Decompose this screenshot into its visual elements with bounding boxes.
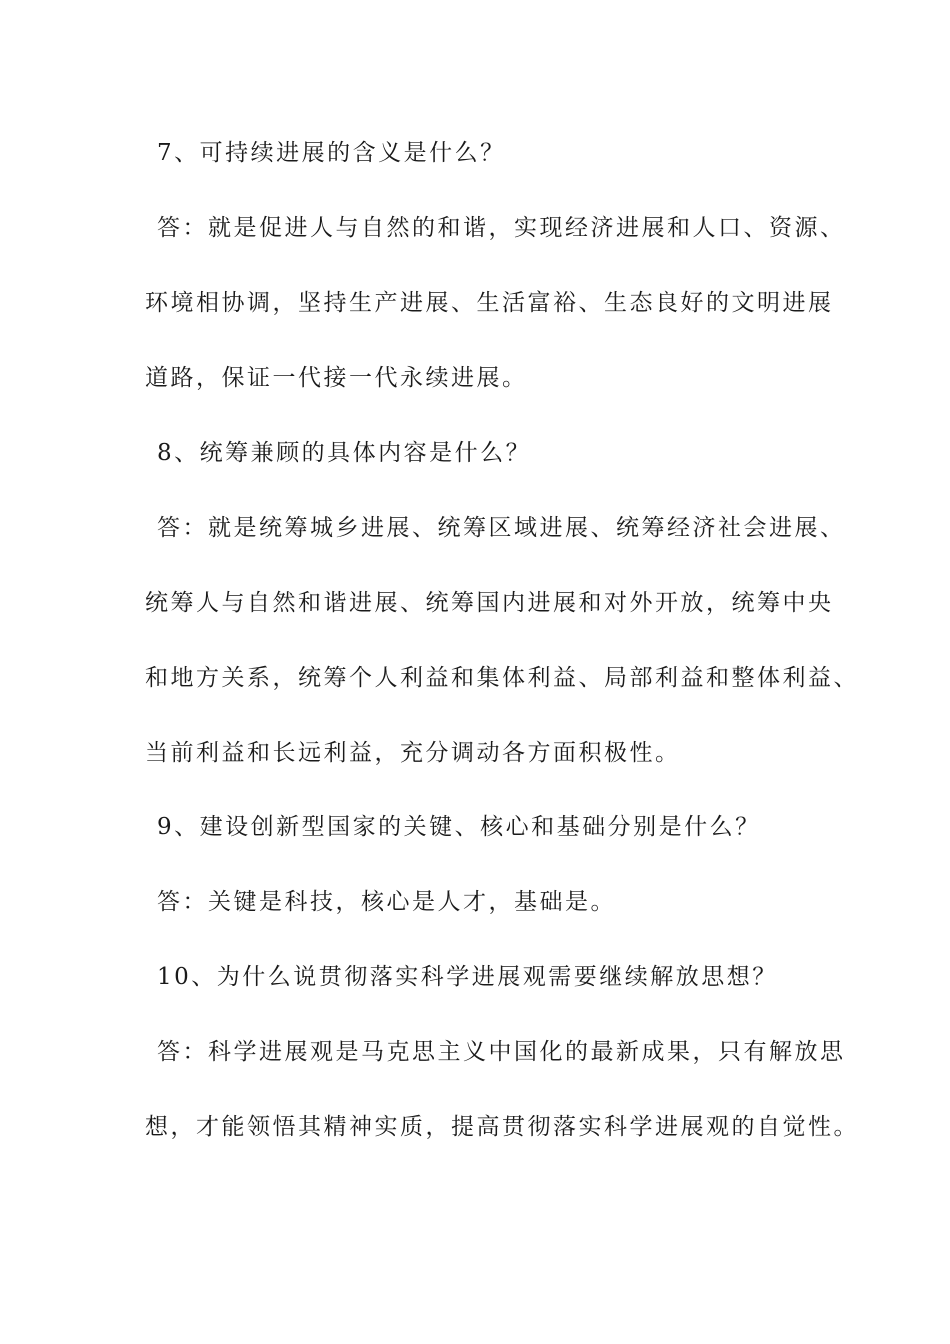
answer-8-line-4: 当前利益和长远利益，充分调动各方面积极性。: [145, 740, 681, 766]
answer-8-line-1: 答：就是统筹城乡进展、统筹区域进展、统筹经济社会进展、: [157, 515, 846, 541]
answer-8-line-3: 和地方关系，统筹个人利益和集体利益、局部利益和整体利益、: [145, 665, 859, 691]
answer-9-line-1: 答：关键是科技，核心是人才，基础是。: [157, 889, 616, 915]
question-7: 7、可持续进展的含义是什么？: [157, 140, 506, 166]
answer-7-line-3: 道路，保证一代接一代永续进展。: [145, 365, 528, 391]
answer-7-line-1: 答：就是促进人与自然的和谐，实现经济进展和人口、资源、: [157, 215, 846, 241]
answer-10-line-1: 答：科学进展观是马克思主义中国化的最新成果，只有解放思: [157, 1039, 846, 1065]
answer-8-line-2: 统筹人与自然和谐进展、统筹国内进展和对外开放，统筹中央: [145, 590, 834, 616]
question-10: 10、为什么说贯彻落实科学进展观需要继续解放思想？: [157, 964, 778, 990]
question-8: 8、统筹兼顾的具体内容是什么？: [157, 440, 532, 466]
answer-7-line-2: 环境相协调，坚持生产进展、生活富裕、生态良好的文明进展: [145, 290, 834, 316]
answer-10-line-2: 想，才能领悟其精神实质，提高贯彻落实科学进展观的自觉性。: [145, 1114, 859, 1140]
question-9: 9、建设创新型国家的关键、核心和基础分别是什么？: [157, 814, 761, 840]
